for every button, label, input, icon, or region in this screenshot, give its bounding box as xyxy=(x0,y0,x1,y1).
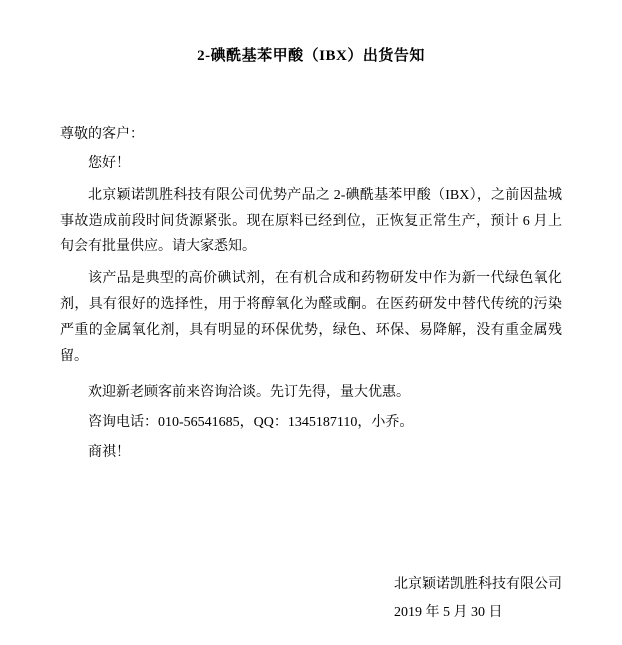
body-paragraph-3: 欢迎新老顾客前来咨询洽谈。先订先得，量大优惠。 xyxy=(88,384,410,400)
signature-company: 北京颖诺凯胜科技有限公司 xyxy=(394,577,562,592)
body-paragraph-2: 该产品是典型的高价碘试剂，在有机合成和药物研发中作为新一代绿色氧化剂，具有很好的选择性，用于将醇氧化为醛或酮。在医药研发中替代传统的污染严重的金属氧化剂，具有明显的环保优势，绿色、环保、易降解，没有重金属残留。 xyxy=(60,271,562,365)
page-title: 2-碘酰基苯甲酸（IBX）出货告知 xyxy=(197,48,425,64)
contact-paragraph: 咨询电话：010-56541685，QQ：1345187110，小乔。 xyxy=(88,414,414,430)
signature-block xyxy=(394,571,562,627)
body-paragraph-1: 北京颖诺凯胜科技有限公司优势产品之 2-碘酰基苯甲酸（IBX），之前因盐城事故造成前段时间货源紧张。现在原料已经到位，正恢复正常生产，预计 6 月上旬会有批量供应。请大家悉知。 xyxy=(60,187,562,255)
signature-date: 2019 年 5 月 30 日 xyxy=(394,605,503,620)
salutation: 尊敬的客户： xyxy=(60,127,144,142)
closing-paragraph: 商祺！ xyxy=(88,444,130,460)
greeting-paragraph: 您好！ xyxy=(88,155,130,171)
